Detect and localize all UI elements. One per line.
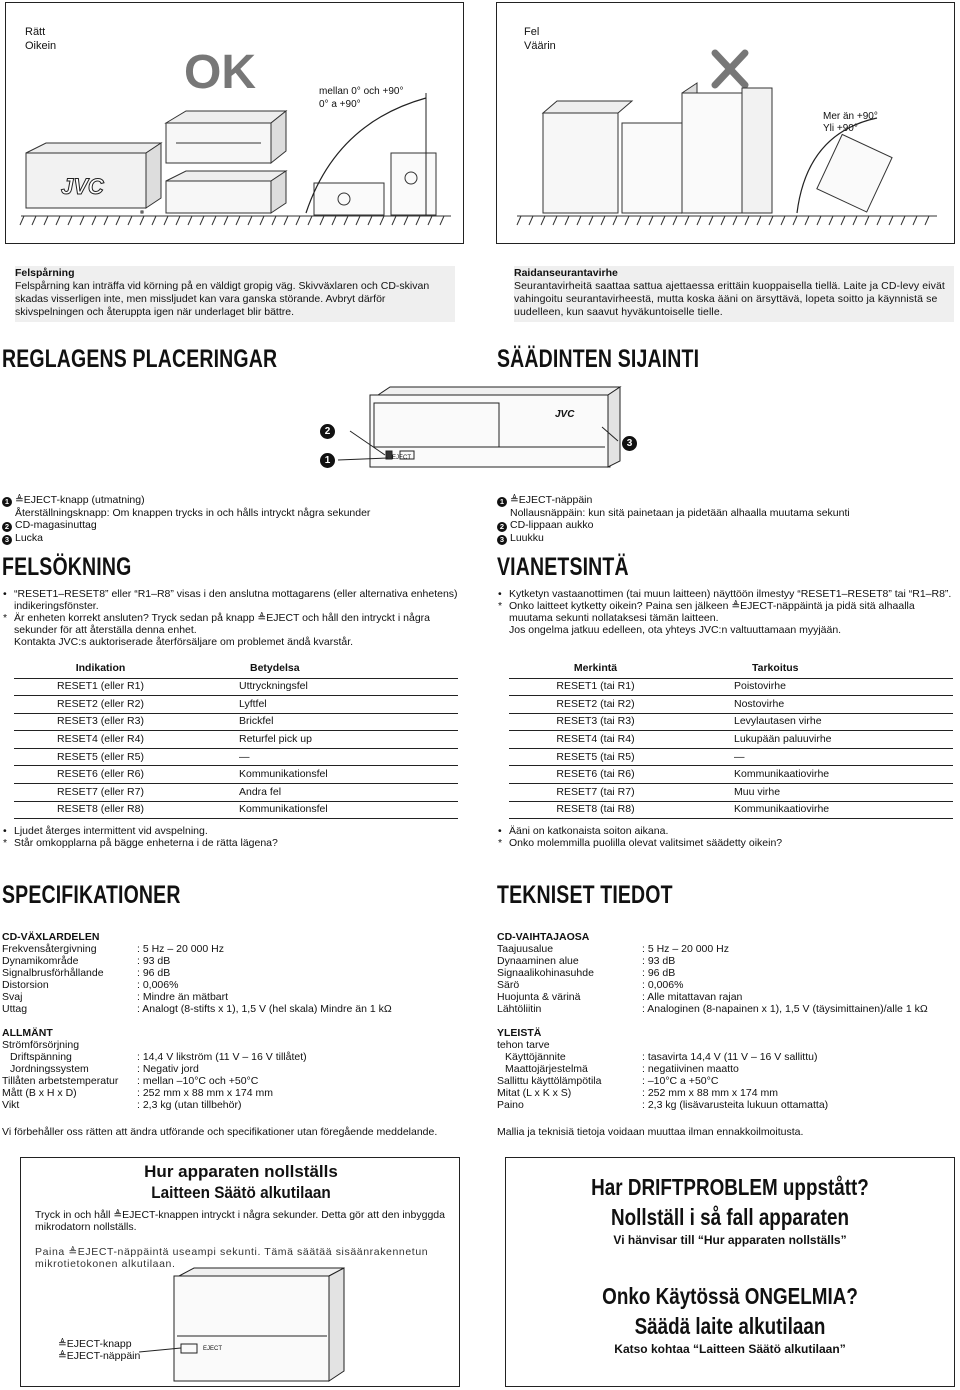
table-row: RESET4 (eller R4) Returfel pick up [14,731,458,749]
problem-heading-fi: Onko Käytössä ONGELMIA? [602,1283,858,1309]
table-row: RESET6 (eller R6) Kommunikationsfel [14,766,458,784]
spec-row: Signalbrusförhållande : 96 dB [2,967,171,979]
spec-row: Mitat (L x K x S) : 252 mm x 88 mm x 174 mm [497,1087,778,1099]
table-row: RESET1 (eller R1) Uttryckningsfel [14,678,458,696]
ok-angle-fi: 0° a +90° [319,99,361,110]
bad-orientation-box [496,2,955,244]
trouble-note-2-fi: * Onko molemmilla puolilla olevat valitsimet säädetty oikein? [498,837,783,849]
spec-row: Svaj : Mindre än mätbart [2,991,229,1003]
spec-row: Frekvensåtergivning : 5 Hz – 20 000 Hz [2,943,224,955]
num-3: 3 [2,535,12,545]
skip-title-sv: Felspårning [15,267,75,279]
controls-title-fi: SÄÄDINTEN SIJAINTI [497,345,700,373]
specs-title-sv: SPECIFIKATIONER [2,881,181,909]
specs-sv [2,931,472,1111]
trouble-table-sv [14,659,458,819]
spec-row: Uttag : Analogt (8-stifts x 1), 1,5 V (hel skala) Mindre än 1 kΩ [2,1003,392,1015]
problem-heading-sv: Har DRIFTPROBLEM uppstått? [591,1174,869,1200]
table-row: RESET4 (tai R4) Lukupään paluuvirhe [509,731,953,749]
callout-1: 1 [320,453,335,468]
table-header-meaning: Tarkoitus [682,659,953,678]
table-row: RESET2 (tai R2) Nostovirhe [509,696,953,714]
reset-title-fi: Laitteen Säätö alkutilaan [151,1183,331,1202]
problem-box-inner [506,1172,954,1358]
trouble-notes-sv [2,825,278,849]
specs-footer-fi: Mallia ja teknisiä tietoja voidaan muuttaa ilman ennakkoilmoitusta. [497,1126,804,1138]
callout-2: 2 [320,424,335,439]
table-row: RESET7 (tai R7) Muu virhe [509,784,953,802]
spec-row: Driftspänning : 14,4 V likström (11 V – 16 V tillåtet) [10,1051,307,1063]
reset-eject-label-fi: ≜EJECT-näppäin [58,1350,141,1362]
control-item-1b-fi: Nollausnäppäin: kun sitä painetaan ja pidetään alhaalla muutama sekunti [510,507,850,519]
controls-list-sv [2,494,370,545]
reset-instructions-box [20,1157,460,1387]
trouble-p2-sv: * Är enheten korrekt ansluten? Tryck sedan på knapp ≜EJECT och håll den intryckt i några sekunder för att återställa denna enhet. [3,612,430,636]
problem-ref-sv: Vi hänvisar till “Hur apparaten nollställs” [613,1233,847,1247]
spec-row: Distorsion : 0,006% [2,979,179,991]
ok-orientation-illustration [6,3,465,245]
table-header [509,659,953,678]
spec-section-general-sv: ALLMÄNT [2,1027,53,1039]
reset-title-sv: Hur apparaten nollställs [144,1162,338,1181]
bad-angle-fi: Yli +90° [823,123,858,134]
skip-title-fi: Raidanseurantavirhe [514,267,618,279]
table-row: RESET8 (eller R8) Kommunikationsfel [14,801,458,819]
controls-title-sv: REGLAGENS PLACERINGAR [2,345,278,373]
reset-text-sv: Tryck in och håll ≜EJECT-knappen intryckt i några sekunder. Detta gör att den inbyggda mikrodatorn nollställs. [35,1209,445,1233]
spec-row: Vikt : 2,3 kg (utan tillbehör) [2,1099,242,1111]
skip-section-fi [514,266,954,322]
spec-row: Käyttöjännite : tasavirta 14,4 V (11 V – 16 V sallittu) [505,1051,818,1063]
skip-text-fi: Seurantavirheitä saattaa sattua ajettaessa erittäin kuoppaisella tiellä. Laite ja CD-levy eivät vahingoitu seurantavirheestä, mutta koska ääni on ärsyttävä, lopeta soitto ja käynnistä se uudelleen, kun saavut hyväkuntoiselle tielle. [514,280,945,319]
ok-orientation-box [5,2,464,244]
spec-row: Mått (B x H x D) : 252 mm x 88 mm x 174 mm [2,1087,273,1099]
table-row: RESET3 (tai R3) Levylautasen virhe [509,713,953,731]
control-item-1-sv: 1 ≜EJECT-knapp (utmatning) [2,494,370,507]
callout-3: 3 [622,436,637,451]
skip-text-sv: Felspårning kan inträffa vid körning på en väldigt gropig väg. Skivväxlaren och CD-skivan skadas visserligen inte, men missljudet kan vara ganska störande. Avbryt därför skivspelningen och återuppta igen när underlaget blir bättre. [15,280,430,319]
control-item-3-sv: 3 Lucka [2,532,370,545]
spec-power-fi: tehon tarve [497,1039,550,1051]
spec-section-general-fi: YLEISTÄ [497,1027,542,1039]
num-2: 2 [497,522,507,532]
problem-subheading-fi: Säädä laite alkutilaan [634,1313,826,1339]
specs-title-fi: TEKNISET TIEDOT [497,881,673,909]
table-row: RESET5 (tai R5) — [509,748,953,766]
table-row: RESET6 (tai R6) Kommunikaatiovirhe [509,766,953,784]
spec-row: Särö : 0,006% [497,979,684,991]
trouble-text-fi [497,588,957,636]
num-1: 1 [2,497,12,507]
control-item-1-fi: 1 ≜EJECT-näppäin [497,494,850,507]
trouble-note-2-sv: * Står omkopplarna på bägge enheterna i de rätta lägena? [3,837,278,849]
problem-box [505,1157,955,1387]
trouble-title-sv: FELSÖKNING [2,553,132,581]
table-row: RESET2 (eller R2) Lyftfel [14,696,458,714]
trouble-note-1-sv: • Ljudet återges intermittent vid avspelning. [3,825,208,837]
spec-row: Tillåten arbetstemperatur : mellan –10°C och +50°C [2,1075,259,1087]
reset-title-wrap [131,1161,351,1204]
control-item-1b-sv: Återställningsknapp: Om knappen trycks in och hålls intryckt några sekunder [15,507,371,519]
table-row: RESET8 (tai R8) Kommunikaatiovirhe [509,801,953,819]
spec-row: Jordningssystem : Negativ jord [10,1063,199,1075]
spec-row: Lähtöliitin : Analoginen (8-napainen x 1), 1,5 V (täysimittainen)/alle 1 kΩ [497,1003,928,1015]
control-item-2-sv: 2 CD-magasinuttag [2,519,370,532]
table-row: RESET7 (eller R7) Andra fel [14,784,458,802]
trouble-title-fi: VIANETSINTÄ [497,553,629,581]
trouble-table-fi [509,659,953,819]
spec-row: Dynaaminen alue : 93 dB [497,955,676,967]
bad-label-fi: Väärin [524,40,556,52]
control-item-2-fi: 2 CD-lippaan aukko [497,519,850,532]
trouble-notes-fi [497,825,782,849]
specs-footer-sv: Vi förbehåller oss rätten att ändra utförande och specifikationer utan föregående meddelande. [2,1126,438,1138]
trouble-note-1-fi: • Ääni on katkonaista soiton aikana. [498,825,669,837]
bad-angle-sv: Mer än +90° [823,111,878,122]
changer-jvc-logo: JVC [555,409,575,420]
spec-row: Taajuusalue : 5 Hz – 20 000 Hz [497,943,729,955]
num-3: 3 [497,535,507,545]
ok-label-fi: Oikein [25,40,57,52]
table-header-indication: Indikation [14,659,187,678]
controls-list-fi [497,494,850,545]
spec-section-cd-fi: CD-VAIHTAJAOSA [497,931,590,943]
ok-big-label: OK [184,46,256,99]
problem-subheading-sv: Nollställ i så fall apparaten [611,1204,849,1230]
changer-front-diagram [330,383,630,475]
trouble-p1-fi: • Kytketyn vastaanottimen (tai muun laitteen) näyttöön ilmestyy “RESET1–RESET8” tai “R1–R8”. [498,588,952,600]
spec-row: Paino : 2,3 kg (lisävarusteita lukuun ottamatta) [497,1099,829,1111]
num-2: 2 [2,522,12,532]
table-header [14,659,458,678]
num-1: 1 [497,497,507,507]
spec-power-sv: Strömförsörjning [2,1039,80,1051]
reset-eject-label-sv: ≜EJECT-knapp [58,1338,132,1350]
spec-row: Sallittu käyttölämpötila : –10°C a +50°C [497,1075,719,1087]
trouble-p3-sv: Kontakta JVC:s auktoriserade återförsäljare om problemet ändå kvarstår. [14,636,354,648]
trouble-text-sv [2,588,462,648]
table-header-meaning: Betydelsa [187,659,458,678]
trouble-p3-fi: Jos ongelma jatkuu edelleen, ota yhteys JVC:n valtuuttamaan myyjään. [509,624,842,636]
specs-fi [497,931,957,1111]
ok-label-sv: Rätt [25,26,46,38]
bad-orientation-illustration [497,3,956,245]
table-row: RESET3 (eller R3) Brickfel [14,713,458,731]
trouble-p2-fi: * Onko laitteet kytketty oikein? Paina sen jälkeen ≜EJECT-näppäintä ja pidä sitä alhaalla muutama sekunti nollataksesi tämän laitteen. [498,600,915,624]
ok-angle-sv: mellan 0° och +90° [319,86,404,97]
table-row: RESET1 (tai R1) Poistovirhe [509,678,953,696]
spec-row: Maattojärjestelmä : negatiivinen maatto [505,1063,739,1075]
spec-row: Signaalikohinasuhde : 96 dB [497,967,676,979]
changer-eject-label: EJECT [392,455,412,461]
spec-row: Dynamikområde : 93 dB [2,955,171,967]
reset-device-illustration [139,1266,359,1386]
problem-ref-fi: Katso kohtaa “Laitteen Säätö alkutilaan” [614,1342,846,1356]
reset-text-fi: Paina ≜EJECT-näppäintä useampi sekunti. Tämä säätää sisäänrakennetun mikrotietokonen alkutilaan. [35,1246,429,1270]
table-header-indication: Merkintä [509,659,682,678]
spec-row: Huojunta & värinä : Alle mitattavan rajan [497,991,743,1003]
ok-jvc-logo: JVC [61,174,104,199]
table-row: RESET5 (eller R5) — [14,748,458,766]
spec-section-cd-sv: CD-VÄXLARDELEN [2,931,100,943]
control-item-3-fi: 3 Luukku [497,532,850,545]
bad-label-sv: Fel [524,26,540,38]
trouble-p1-sv: • “RESET1–RESET8” eller “R1–R8” visas i den anslutna mottagarens (eller alternativa enhetens) indikeringsfönster. [3,588,458,612]
skip-section-sv [15,266,455,322]
reset-device-eject-label: EJECT [203,1346,223,1352]
